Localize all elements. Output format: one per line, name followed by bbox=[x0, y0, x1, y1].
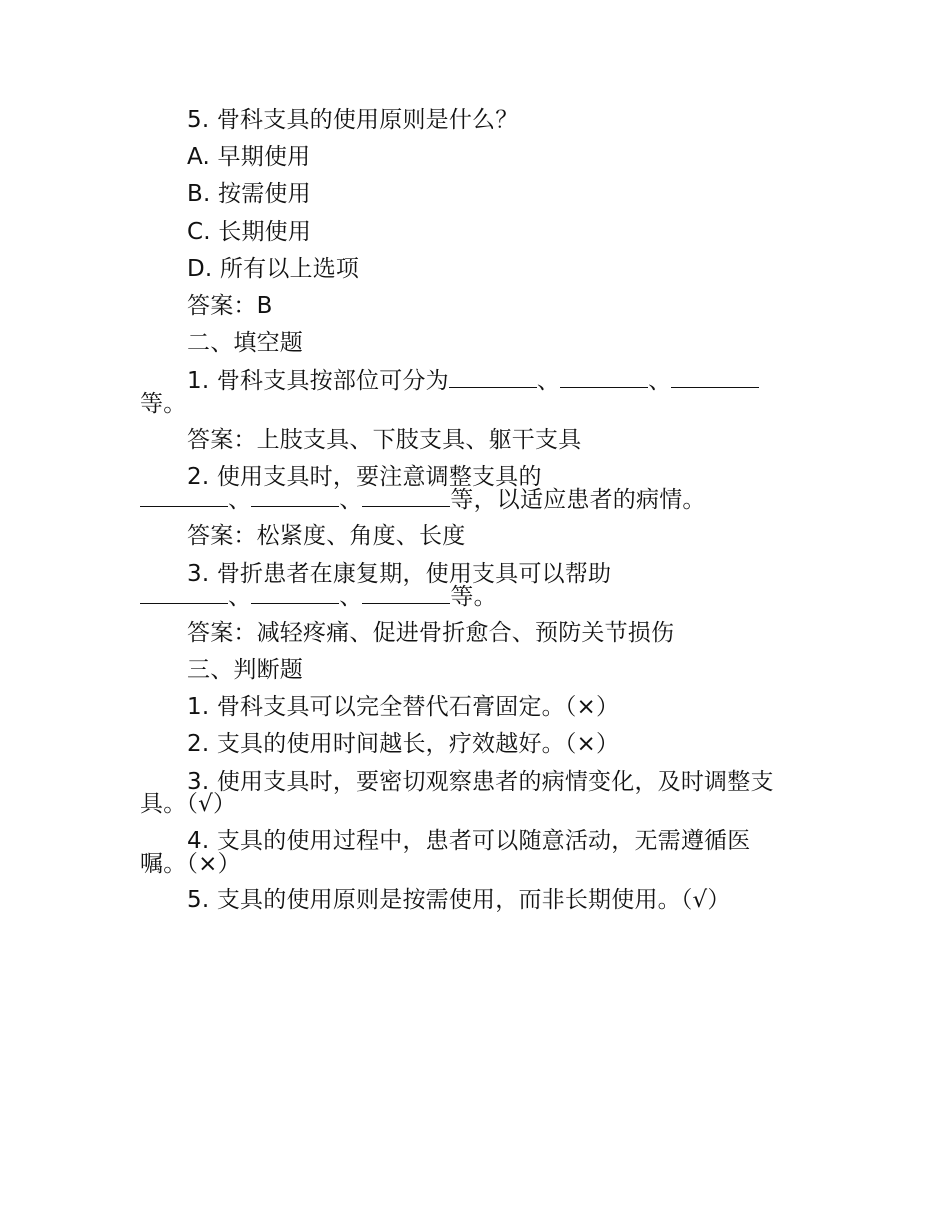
fill-question-2: 2. 使用支具时，要注意调整支具的 bbox=[187, 464, 542, 490]
separator: 、 bbox=[339, 584, 363, 610]
fill-answer-1: 答案：上肢支具、下肢支具、躯干支具 bbox=[187, 427, 582, 453]
blank bbox=[251, 583, 339, 604]
blank bbox=[140, 583, 228, 604]
separator: 、 bbox=[228, 487, 252, 513]
fill-q1-end: 等。 bbox=[140, 391, 187, 417]
mc-answer: 答案：B bbox=[187, 293, 273, 319]
fill-q3-continuation bbox=[140, 583, 497, 611]
tf-question-2: 2. 支具的使用时间越长，疗效越好。（×） bbox=[187, 731, 620, 757]
separator: 、 bbox=[536, 368, 561, 394]
tf-question-3-wrap: 具。（√） bbox=[140, 791, 237, 817]
blank bbox=[362, 583, 450, 604]
fill-q2-continuation bbox=[140, 486, 706, 514]
mc-option-c: C. 长期使用 bbox=[187, 219, 312, 245]
blank bbox=[560, 367, 648, 388]
tf-question-3: 3. 使用支具时，要密切观察患者的病情变化，及时调整支 bbox=[187, 769, 774, 795]
mc-option-a: A. 早期使用 bbox=[187, 144, 311, 170]
fill-answer-3: 答案：减轻疼痛、促进骨折愈合、预防关节损伤 bbox=[187, 620, 675, 646]
fill-question-3: 3. 骨折患者在康复期，使用支具可以帮助 bbox=[187, 561, 612, 587]
fill-answer-2: 答案：松紧度、角度、长度 bbox=[187, 523, 466, 549]
fill-q3-suffix: 等。 bbox=[450, 584, 497, 610]
fill-heading: 二、填空题 bbox=[187, 330, 303, 356]
blank bbox=[671, 367, 759, 388]
tf-question-1: 1. 骨科支具可以完全替代石膏固定。（×） bbox=[187, 694, 620, 720]
blank bbox=[251, 486, 339, 507]
blank bbox=[449, 367, 537, 388]
fill-q2-suffix: 等，以适应患者的病情。 bbox=[450, 487, 706, 513]
separator: 、 bbox=[648, 368, 672, 394]
tf-question-4-wrap: 嘱。（×） bbox=[140, 851, 241, 877]
separator: 、 bbox=[228, 584, 252, 610]
fill-q1-prefix: 1. 骨科支具按部位可分为 bbox=[187, 368, 449, 394]
blank bbox=[362, 486, 450, 507]
mc-option-b: B. 按需使用 bbox=[187, 181, 311, 207]
mc-question-5: 5. 骨科支具的使用原则是什么？ bbox=[187, 107, 519, 133]
tf-heading: 三、判断题 bbox=[187, 657, 303, 683]
separator: 、 bbox=[339, 487, 363, 513]
fill-question-1 bbox=[187, 367, 759, 395]
tf-question-4: 4. 支具的使用过程中，患者可以随意活动，无需遵循医 bbox=[187, 828, 751, 854]
blank bbox=[140, 486, 228, 507]
mc-option-d: D. 所有以上选项 bbox=[187, 256, 360, 282]
tf-question-5: 5. 支具的使用原则是按需使用，而非长期使用。（√） bbox=[187, 887, 731, 913]
